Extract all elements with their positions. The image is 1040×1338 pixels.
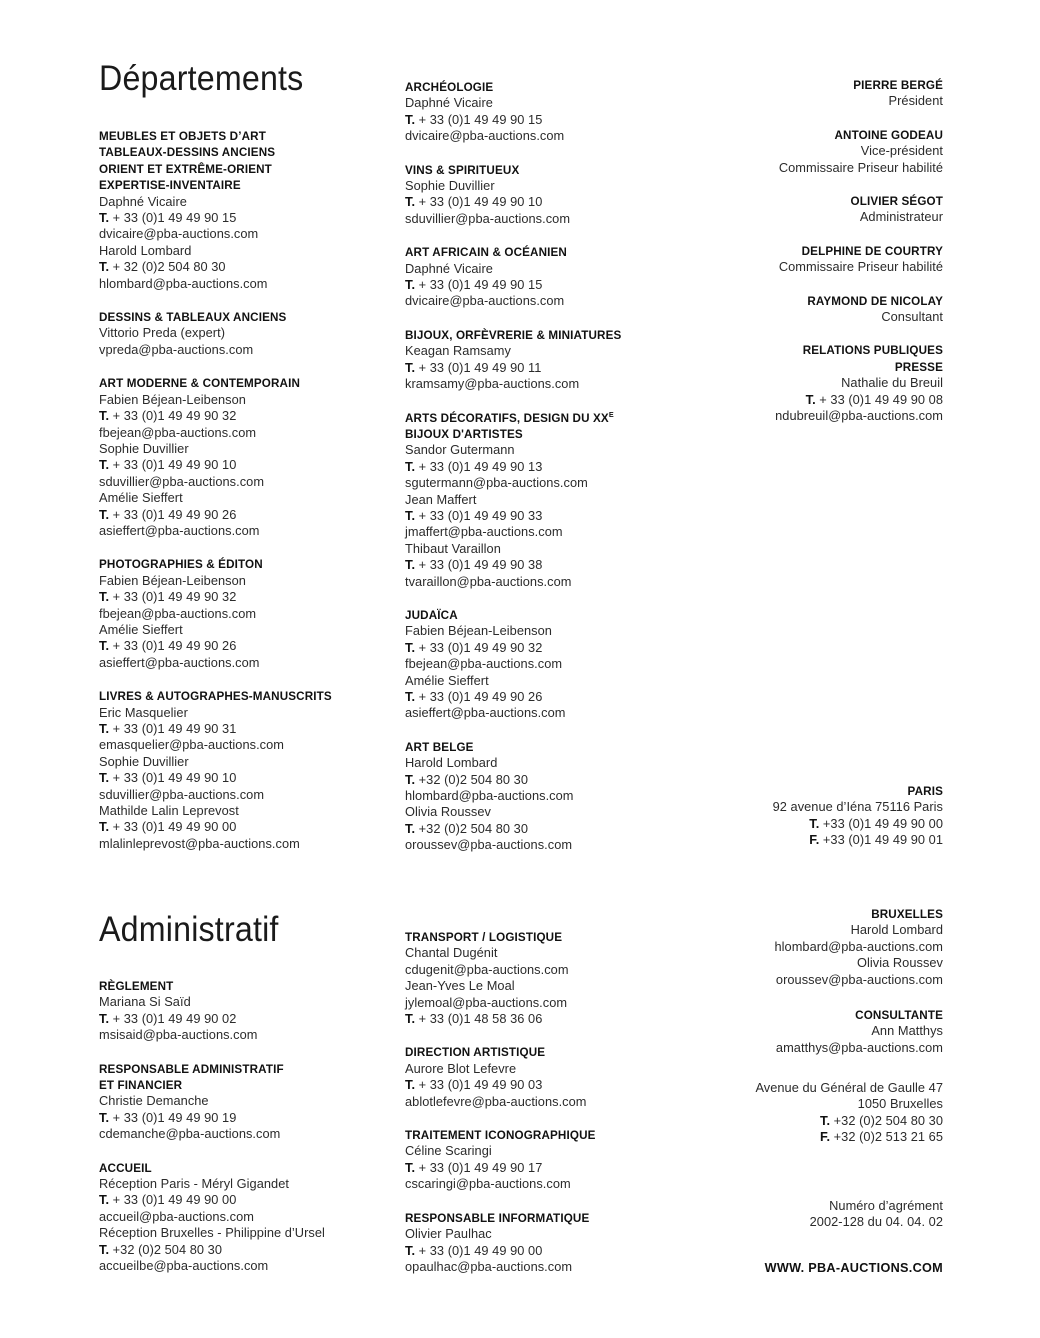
contact-line: 2002-128 du 04. 04. 02 [809,1214,943,1230]
phone-line: T. +33 (0)1 49 49 90 00 [809,815,943,831]
office-paris [640,783,943,849]
departement-heading: ART MODERNE & CONTEMPORAIN [99,376,301,391]
person-block [640,243,943,276]
phone-label: T. [99,1010,110,1026]
phone-line: T. + 33 (0)1 49 49 90 31 [99,721,237,736]
email-line[interactable]: amatthys@pba-auctions.com [775,1039,943,1055]
contact-line: Christie Demanche [99,1093,209,1109]
phone-label: T. [405,277,416,293]
email-line[interactable]: hlombard@pba-auctions.com [405,788,574,804]
administratif-block [405,1210,685,1276]
contact-line: Olivia Roussev [405,804,491,820]
phone-line: T. + 33 (0)1 49 49 90 10 [405,194,543,210]
phone-label: T. [99,819,110,835]
departement-block [405,410,685,590]
phone-label: T. [405,1011,416,1027]
departement-heading: BIJOUX, ORFÈVRERIE & MINIATURES [405,327,622,342]
contact-line: Commissaire Priseur habilité [778,259,943,275]
contact-line: Sandor Gutermann [405,442,515,458]
phone-line: T. +32 (0)2 504 80 30 [405,820,528,836]
departement-heading: JUDAÏCA [405,607,458,622]
person-heading: DELPHINE DE COURTRY [801,243,943,258]
email-line[interactable]: accueil@pba-auctions.com [99,1208,254,1224]
phone-label: T. [99,721,110,736]
phone-label: T. [405,557,416,573]
contact-line: Ann Matthys [871,1023,943,1039]
departement-heading: ORIENT ET EXTRÊME-ORIENT [99,161,272,176]
departement-heading: EXPERTISE-INVENTAIRE [99,178,241,193]
office-block [640,1080,943,1146]
contact-line: Daphné Vicaire [405,260,493,276]
administratif-heading: ET FINANCIER [99,1078,183,1093]
office-heading: BRUXELLES [871,907,943,921]
contact-line: Keagan Ramsamy [405,343,511,359]
email-line[interactable]: vpreda@pba-auctions.com [99,341,254,357]
administratif-heading: TRANSPORT / LOGISTIQUE [405,930,563,944]
email-line[interactable]: jmaffert@pba-auctions.com [405,524,563,540]
office-block [640,783,943,849]
administratif-heading: DIRECTION ARTISTIQUE [405,1045,546,1060]
phone-line: T. + 33 (0)1 49 49 90 15 [405,111,543,127]
phone-line: T. + 33 (0)1 49 49 90 32 [99,589,237,605]
administratif-heading: RÈGLEMENT [99,979,174,993]
departement-heading: TABLEAUX-DESSINS ANCIENS [99,145,276,160]
departement-heading: ARTS DÉCORATIFS, DESIGN DU $XX^E$ [405,409,614,425]
phone-label: T. [99,259,110,275]
email-line[interactable]: mlalinleprevost@pba-auctions.com [99,835,300,851]
email-line[interactable]: oroussev@pba-auctions.com [775,971,943,987]
phone-label: T. [405,111,416,127]
contact-line: Vice-président [860,143,943,159]
phone-label: T. [405,820,416,836]
departement-heading: BIJOUX D'ARTISTES [405,426,523,441]
office-bruxelles [640,906,943,988]
departement-heading: ART BELGE [405,739,474,754]
phone-line: T. + 33 (0)1 49 49 90 11 [405,359,542,375]
contact-line: Aurore Blot Lefevre [405,1060,517,1076]
administratif-block [405,1127,685,1193]
phone-label: T. [99,506,110,522]
contact-line: Amélie Sieffert [99,490,183,506]
phone-line: T. + 33 (0)1 49 49 90 17 [405,1159,543,1175]
departement-heading: ART AFRICAIN & OCÉANIEN [405,245,567,260]
contact-line: Mariana Si Saïd [99,994,191,1010]
email-line[interactable]: hlombard@pba-auctions.com [99,275,268,291]
phone-label: T. [405,507,416,523]
administratif-block [99,1061,379,1143]
email-line[interactable]: dvicaire@pba-auctions.com [405,293,565,309]
phone-label: F. [820,1129,831,1145]
contact-line: Céline Scaringi [405,1143,492,1159]
departement-heading: VINS & SPIRITUEUX [405,162,520,177]
page-title-administratif: Administratif [99,910,279,949]
contact-line: Sophie Duvillier [99,440,189,456]
person-block [640,193,943,226]
departement-heading: DESSINS & TABLEAUX ANCIENS [99,310,287,325]
email-line[interactable]: dvicaire@pba-auctions.com [405,128,565,144]
contact-line: Président [888,93,943,109]
phone-line: T. + 33 (0)1 49 49 90 15 [405,277,543,293]
person-block [640,293,943,326]
administratif-mid-column [405,929,685,1275]
contact-line: Administrateur [859,209,943,225]
person-heading: RAYMOND DE NICOLAY [807,293,943,308]
contact-line: Thibaut Varaillon [405,540,501,556]
administratif-heading: ACCUEIL [99,1160,152,1175]
office-block [640,1007,943,1056]
agrement-number [640,1198,943,1231]
phone-label: T. [405,771,416,787]
email-line[interactable]: fbejean@pba-auctions.com [99,605,257,621]
departement-block [99,309,379,358]
phone-line: T. + 33 (0)1 49 49 90 32 [405,639,543,655]
contact-line: Daphné Vicaire [405,95,493,111]
phone-line: T. + 33 (0)1 49 49 90 32 [99,408,237,424]
phone-line: T. + 33 (0)1 49 49 90 03 [405,1077,543,1093]
contact-line: Olivia Roussev [857,955,943,971]
phone-line: T. + 33 (0)1 49 49 90 08 [805,391,943,407]
phone-label: T. [405,689,416,704]
phone-line: T. + 33 (0)1 49 49 90 10 [99,770,237,786]
phone-line: T. + 33 (0)1 49 49 90 38 [405,557,543,573]
departement-block [99,688,379,852]
contact-line: Olivier Paulhac [405,1226,492,1242]
person-heading: PRESSE [894,359,943,374]
contact-line: Jean Maffert [405,491,477,507]
email-line[interactable]: kramsamy@pba-auctions.com [405,376,580,392]
contact-line: 1050 Bruxelles [857,1096,943,1112]
phone-label: T. [405,458,416,474]
phone-line: T. + 33 (0)1 49 49 90 19 [99,1109,237,1125]
contact-line: Harold Lombard [99,242,192,258]
phone-label: T. [805,391,816,407]
phone-line: T. + 33 (0)1 49 49 90 00 [405,1242,543,1258]
contact-line: 92 avenue d’Iéna 75116 Paris [772,799,943,815]
page-title-departements: Départements [99,59,304,98]
leadership-column [640,77,943,425]
person-heading: ANTOINE GODEAU [834,127,943,142]
phone-line: T. + 33 (0)1 49 49 90 33 [405,507,543,523]
fax-line: F. +32 (0)2 513 21 65 [820,1129,943,1145]
administratif-heading: RESPONSABLE INFORMATIQUE [405,1210,590,1225]
fax-line: F. +33 (0)1 49 49 90 01 [809,832,943,848]
person-block [640,127,943,176]
email-line[interactable]: oroussev@pba-auctions.com [405,837,573,853]
contact-line: Vittorio Preda (expert) [99,325,226,341]
office-block [640,1198,943,1231]
phone-line: T. + 33 (0)1 49 49 90 10 [99,457,237,473]
phone-label: T. [809,815,820,831]
email-line[interactable]: dvicaire@pba-auctions.com [99,226,259,242]
phone-line: T. + 33 (0)1 49 49 90 26 [99,506,237,522]
phone-label: F. [809,832,820,848]
phone-label: T. [99,1241,110,1257]
phone-label: T. [99,638,110,654]
departement-heading: MEUBLES ET OBJETS D’ART [99,129,266,143]
email-line[interactable]: asieffert@pba-auctions.com [99,654,260,670]
phone-line: T. + 33 (0)1 49 49 90 15 [99,210,237,226]
website-link[interactable]: WWW. PBA-AUCTIONS.COM [764,1260,943,1275]
departement-heading: PHOTOGRAPHIES & ÉDITON [99,557,263,572]
phone-line: T. + 33 (0)1 49 49 90 26 [99,638,237,654]
person-block [640,342,943,424]
contact-line: Réception Bruxelles - Philippine d’Ursel [99,1225,325,1241]
person-heading: RELATIONS PUBLIQUES [802,343,943,358]
phone-line: T. + 33 (0)1 49 49 90 26 [405,689,543,704]
email-line[interactable]: fbejean@pba-auctions.com [405,656,563,672]
administratif-block [405,929,685,1027]
office-consultante [640,1007,943,1056]
phone-line: T. + 33 (0)1 49 49 90 00 [99,819,237,835]
office-heading: PARIS [907,784,943,798]
administratif-heading: TRAITEMENT ICONOGRAPHIQUE [405,1128,596,1143]
phone-label: T. [820,1112,831,1128]
phone-line: T. + 33 (0)1 48 58 36 06 [405,1011,543,1027]
email-line[interactable]: emasquelier@pba-auctions.com [99,737,284,753]
email-line[interactable]: sgutermann@pba-auctions.com [405,475,588,491]
contact-line: Mathilde Lalin Leprevost [99,803,239,819]
contact-line: Fabien Béjean-Leibenson [99,572,246,588]
contact-line: Sophie Duvillier [405,178,495,194]
departement-block [99,556,379,671]
contact-line: Avenue du Général de Gaulle 47 [755,1080,943,1095]
email-line[interactable]: tvaraillon@pba-auctions.com [405,573,572,589]
phone-label: T. [99,1192,110,1208]
email-line[interactable]: sduvillier@pba-auctions.com [405,210,571,226]
email-line[interactable]: msisaid@pba-auctions.com [99,1027,258,1043]
phone-label: T. [99,770,110,786]
phone-label: T. [405,359,416,375]
email-line[interactable]: asieffert@pba-auctions.com [99,522,260,538]
email-line[interactable]: accueilbe@pba-auctions.com [99,1258,269,1274]
office-block [640,906,943,988]
phone-label: T. [99,589,110,605]
contact-line: Numéro d’agrément [829,1198,943,1213]
phone-label: T. [405,194,416,210]
email-line[interactable]: sduvillier@pba-auctions.com [99,473,265,489]
phone-label: T. [99,457,110,473]
office-heading: CONSULTANTE [855,1008,943,1022]
contact-line: Nathalie du Breuil [841,375,943,391]
bruxelles-address [640,1080,943,1146]
phone-label: T. [99,210,110,226]
email-line[interactable]: cscaringi@pba-auctions.com [405,1176,571,1192]
contact-line: Jean-Yves Le Moal [405,978,515,994]
contact-line: Eric Masquelier [99,704,188,720]
administratif-block [405,1044,685,1110]
departement-block [99,128,379,292]
departement-heading: LIVRES & AUTOGRAPHES-MANUSCRITS [99,689,332,704]
superscript-ordinal: E [608,409,614,419]
contact-line: Amélie Sieffert [405,672,489,688]
email-line[interactable]: ablotlefevre@pba-auctions.com [405,1093,587,1109]
phone-line: T. + 33 (0)1 49 49 90 13 [405,458,543,474]
phone-label: T. [99,1109,110,1125]
person-heading: OLIVIER SÉGOT [850,194,943,209]
phone-label: T. [405,1242,416,1258]
contact-line: Réception Paris - Méryl Gigandet [99,1176,289,1192]
administratif-block [99,1160,379,1275]
departement-heading: ARCHÉOLOGIE [405,80,494,94]
phone-line: T. + 32 (0)2 504 80 30 [99,259,226,275]
contact-line: Fabien Béjean-Leibenson [405,623,552,639]
email-line[interactable]: sduvillier@pba-auctions.com [99,786,265,802]
administratif-heading: RESPONSABLE ADMINISTRATIF [99,1061,284,1076]
email-line[interactable]: jylemoal@pba-auctions.com [405,994,568,1010]
email-line[interactable]: cdemanche@pba-auctions.com [99,1126,281,1142]
phone-label: T. [405,639,416,655]
contact-line: Commissaire Priseur habilité [778,159,943,175]
contact-line: Sophie Duvillier [99,753,189,769]
person-block [640,77,943,110]
person-heading: PIERRE BERGÉ [853,78,943,92]
email-line[interactable]: cdugenit@pba-auctions.com [405,961,569,977]
phone-line: T. + 33 (0)1 49 49 90 00 [99,1192,237,1208]
contact-line: Chantal Dugénit [405,945,498,961]
contact-line: Fabien Béjean-Leibenson [99,391,246,407]
email-line[interactable]: asieffert@pba-auctions.com [405,705,566,721]
contact-line: Harold Lombard [405,755,498,771]
departement-block [99,375,379,539]
departements-left-column [99,128,379,852]
contact-line: Daphné Vicaire [99,193,187,209]
email-line[interactable]: ndubreuil@pba-auctions.com [775,408,943,424]
phone-line: T. +32 (0)2 504 80 30 [820,1112,943,1128]
phone-line: T. +32 (0)2 504 80 30 [99,1241,222,1257]
phone-label: T. [405,1159,416,1175]
administratif-left-column [99,978,379,1275]
contact-line: Harold Lombard [850,922,943,938]
departement-block [405,607,685,722]
administratif-block [99,978,379,1044]
contact-line: Amélie Sieffert [99,621,183,637]
phone-label: T. [405,1077,416,1093]
email-line[interactable]: opaulhac@pba-auctions.com [405,1258,573,1274]
phone-line: T. +32 (0)2 504 80 30 [405,771,528,787]
contact-line: Consultant [881,309,943,325]
phone-line: T. + 33 (0)1 49 49 90 02 [99,1010,237,1026]
email-line[interactable]: fbejean@pba-auctions.com [99,424,257,440]
phone-label: T. [99,408,110,424]
email-line[interactable]: hlombard@pba-auctions.com [774,938,943,954]
